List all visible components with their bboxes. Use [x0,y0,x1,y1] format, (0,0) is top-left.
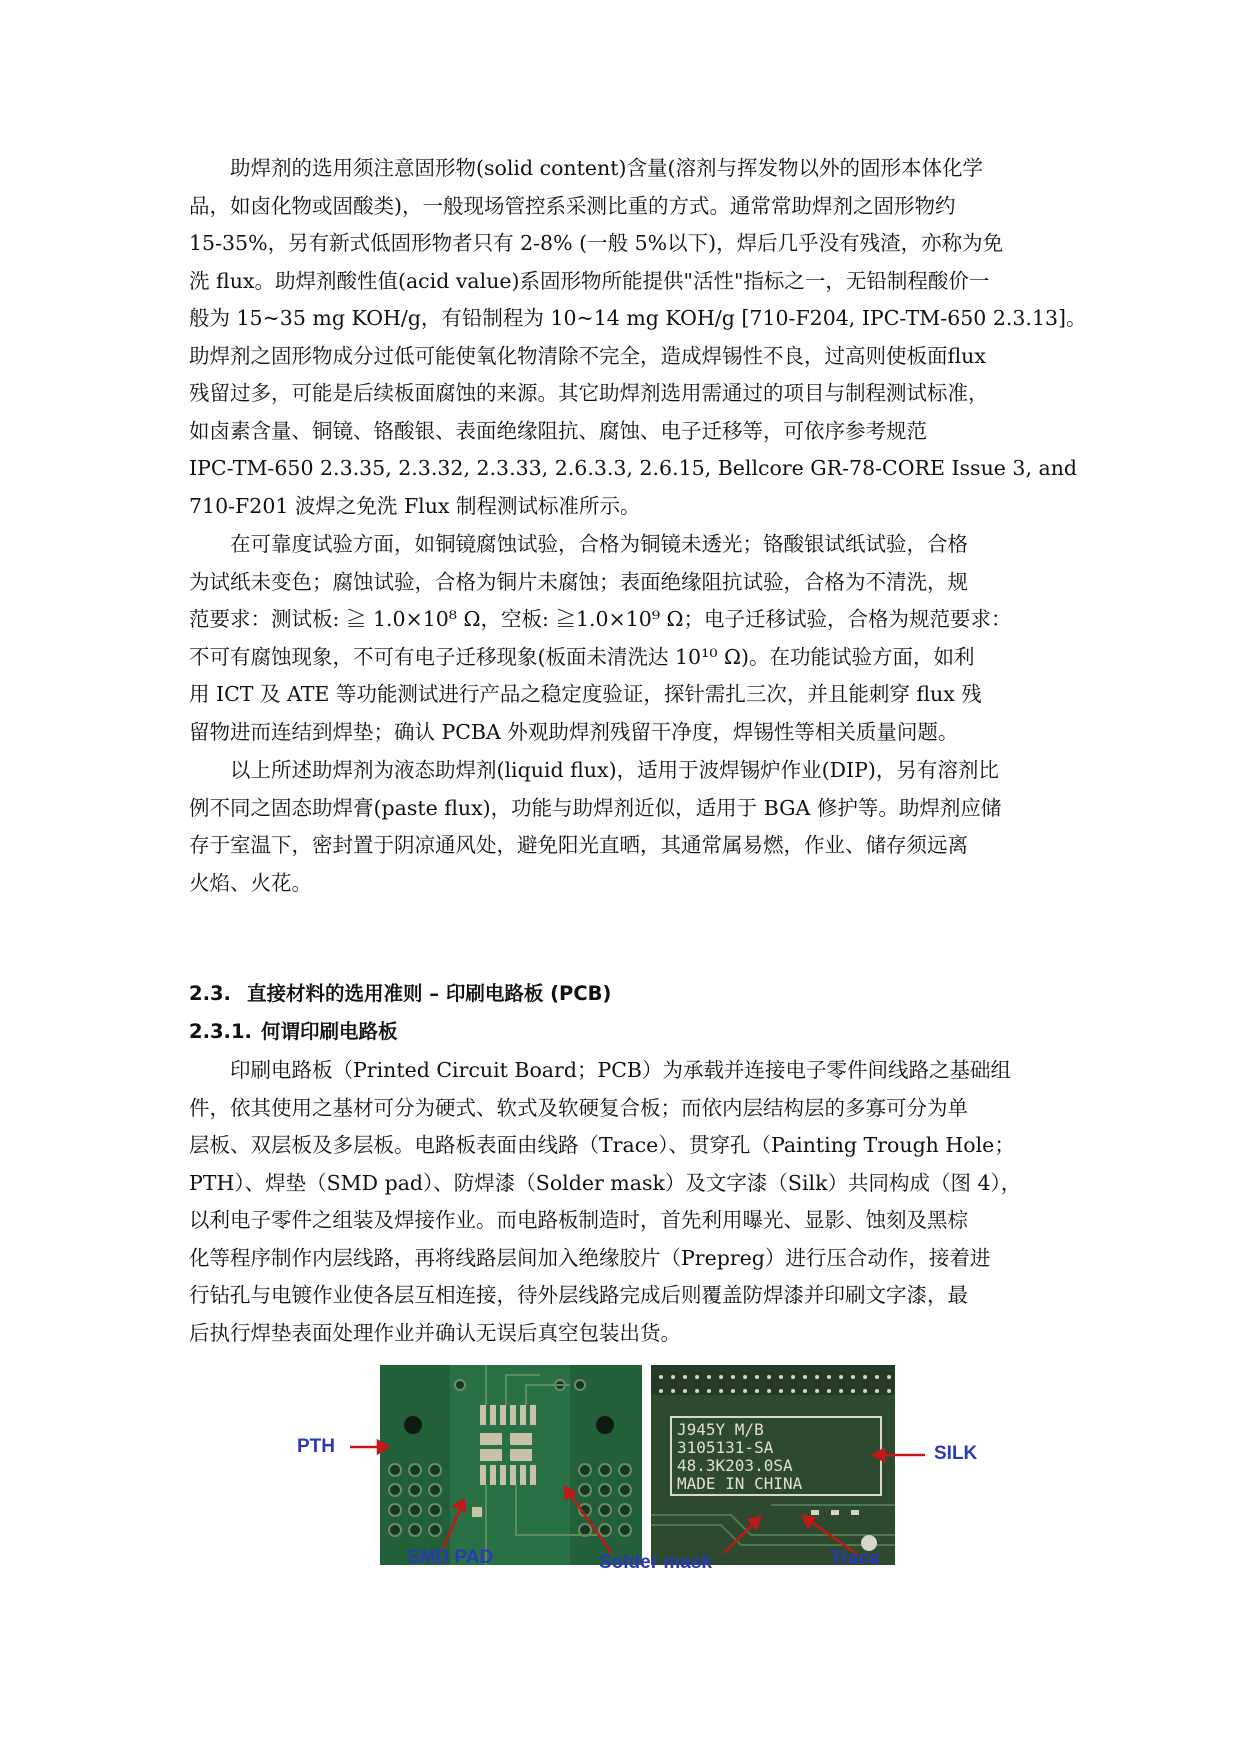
text-line: 品，如卤化物或固酸类)，一般现场管控系采测比重的方式。通常常助焊剂之固形物约 [189,193,956,218]
text-line: IPC-TM-650 2.3.35, 2.3.32, 2.3.33, 2.6.3.3, 2.6.15, Bellcore GR-78-CORE Issue 3, and [189,456,1078,480]
section-title: 直接材料的选用准则 – 印刷电路板 (PCB) [247,982,612,1005]
section-number: 2.3. [189,982,231,1005]
text-line: 残留过多，可能是后续板面腐蚀的来源。其它助焊剂选用需通过的项目与制程测试标准， [189,381,989,405]
subsection-title: 何谓印刷电路板 [261,1020,398,1043]
text-line: 化等程序制作内层线路，再将线路层间加入绝缘胶片（Prepreg）进行压合动作，接着进 [189,1245,991,1270]
text-line: 印刷电路板（Printed Circuit Board；PCB）为承载并连接电子零件间线路之基础组 [230,1058,1011,1082]
text-line: 15-35%，另有新式低固形物者只有 2-8% (一般 5%以下)，焊后几乎没有残渣，亦称为免 [189,231,1004,255]
silk-line-3: 48.3K203.0SA [677,1456,793,1475]
text-line: 范要求：测试板: ≧ 1.0×10⁸ Ω，空板: ≧1.0×10⁹ Ω；电子迁移试验，合格为规范要求： [189,607,1012,631]
text-line: 用 ICT 及 ATE 等功能测试进行产品之稳定度验证，探针需扎三次，并且能刺穿 flux 残 [189,682,982,706]
text-line: 为试纸未变色；腐蚀试验，合格为铜片未腐蚀；表面绝缘阻抗试验，合格为不清洗，规 [189,569,968,594]
text-line: 助焊剂的选用须注意固形物(solid content)含量(溶剂与挥发物以外的固形本体化学 [230,156,983,180]
text-line: 以上所述助焊剂为液态助焊剂(liquid flux)，适用于波焊锡炉作业(DIP)，另有溶剂比 [230,758,999,782]
label-solder-mask: Solder mask [599,1552,712,1573]
label-silk: SILK [934,1443,978,1464]
text-line: 以利电子零件之组装及焊接作业。而电路板制造时，首先利用曝光、显影、蚀刻及黑棕 [189,1208,968,1232]
text-line: PTH）、焊垫（SMD pad）、防焊漆（Solder mask）及文字漆（Silk）共同构成（图 4）， [189,1170,1022,1195]
text-line: 火焰、火花。 [189,870,312,895]
text-line: 例不同之固态助焊膏(paste flux)，功能与助焊剂近似，适用于 BGA 修护等。助焊剂应储 [189,795,1002,820]
label-pth: PTH [297,1436,335,1457]
text-line: 行钻孔与电镀作业使各层互相连接，待外层线路完成后则覆盖防焊漆并印刷文字漆，最 [189,1283,968,1307]
solder-mask-arrow-left [568,1491,612,1554]
text-line: 不可有腐蚀现象，不可有电子迁移现象(板面未清洗达 10¹⁰ Ω)。在功能试验方面，如利 [189,644,975,669]
text-line: 在可靠度试验方面，如铜镜腐蚀试验，合格为铜镜未透光；铬酸银试纸试验，合格 [230,532,968,556]
text-line: 层板、双层板及多层板。电路板表面由线路（Trace）、贯穿孔（Painting Trough Hole； [189,1133,1015,1157]
text-line: 留物进而连结到焊垫；确认 PCBA 外观助焊剂残留干净度，焊锡性等相关质量问题。 [189,719,959,744]
text-line: 般为 15~35 mg KOH/g，有铅制程为 10~14 mg KOH/g [710-F204, IPC-TM-650 2.3.13]。 [189,306,1087,330]
text-line: 存于室温下，密封置于阴凉通风处，避免阳光直晒，其通常属易燃，作业、储存须远离 [189,833,968,857]
smd-arrow [443,1505,462,1548]
silk-line-2: 3105131-SA [677,1438,774,1457]
solder-mask-arrow-right [724,1521,756,1553]
text-line: 后执行焊垫表面处理作业并确认无误后真空包装出货。 [189,1320,681,1345]
text-line: 助焊剂之固形物成分过低可能使氧化物清除不完全，造成焊锡性不良，过高则使板面flux [189,343,986,368]
text-line: 710-F201 波焊之免洗 Flux 制程测试标准所示。 [189,493,641,518]
text-line: 如卤素含量、铜镜、铬酸银、表面绝缘阻抗、腐蚀、电子迁移等，可依序参考规范 [189,418,927,443]
text-line: 件，依其使用之基材可分为硬式、软式及软硬复合板；而依内层结构层的多寡可分为单 [189,1095,968,1120]
silk-line-1: J945Y M/B [677,1420,764,1439]
text-line: 洗 flux。助焊剂酸性值(acid value)系固形物所能提供"活性"指标之一，无铅制程酸价一 [189,268,990,293]
subsection-number: 2.3.1. [189,1020,252,1043]
silk-line-4: MADE IN CHINA [677,1474,803,1493]
label-smd-pad: SMD PAD [407,1547,494,1568]
label-trace: Trace [830,1548,880,1569]
